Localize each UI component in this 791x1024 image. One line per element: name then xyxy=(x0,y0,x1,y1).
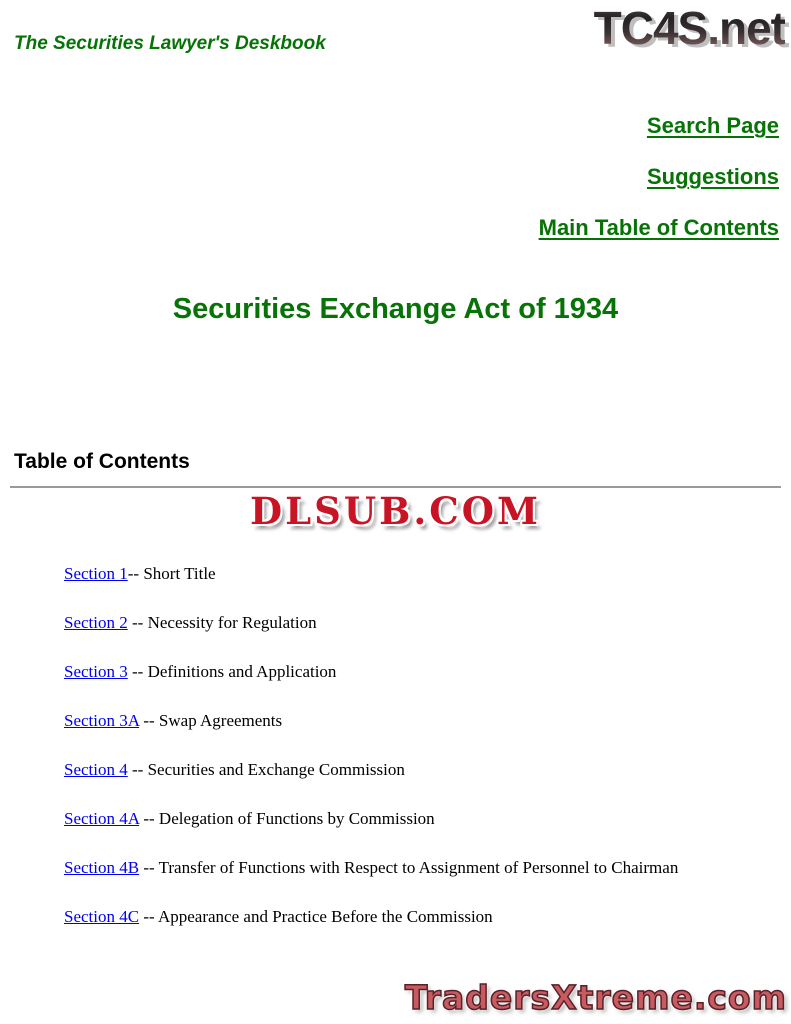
nav-link-main-table-of-contents[interactable]: Main Table of Contents xyxy=(538,215,779,240)
section-4-link[interactable]: Section 4 xyxy=(64,760,128,779)
section-4c-link[interactable]: Section 4C xyxy=(64,907,140,926)
section-3-title: -- Definitions and Application xyxy=(127,662,337,681)
section-3a-link[interactable]: Section 3A xyxy=(64,711,140,730)
toc-item xyxy=(64,711,781,760)
section-4a-link[interactable]: Section 4A xyxy=(64,809,140,828)
nav-link-suggestions[interactable]: Suggestions xyxy=(646,164,779,189)
toc-item xyxy=(64,760,781,809)
toc-heading: Table of Contents xyxy=(14,450,190,473)
toc-item xyxy=(64,613,781,662)
toc-item xyxy=(64,662,781,711)
section-3-link[interactable]: Section 3 xyxy=(64,662,128,681)
nav-link-search-page[interactable]: Search Page xyxy=(646,113,779,138)
section-1-link[interactable]: Section 1 xyxy=(64,564,128,583)
site-title: The Securities Lawyer's Deskbook xyxy=(14,33,326,54)
section-4b-title: -- Transfer of Functions with Respect to Assignment of Personnel to Chairman xyxy=(139,858,679,877)
section-2-title: -- Necessity for Regulation xyxy=(127,613,317,632)
section-4c-title: -- Appearance and Practice Before the Commission xyxy=(139,907,493,926)
section-1-title: -- Short Title xyxy=(127,564,216,583)
dlsub-banner[interactable]: DLSUB.COM xyxy=(250,489,541,533)
tc4s-logo[interactable]: TC4S.net xyxy=(593,2,785,54)
toc-item xyxy=(64,809,781,858)
toc-item xyxy=(64,907,781,956)
section-2-link[interactable]: Section 2 xyxy=(64,613,128,632)
top-nav xyxy=(539,113,779,266)
toc-item xyxy=(64,858,781,907)
divider xyxy=(10,486,781,488)
section-4b-link[interactable]: Section 4B xyxy=(64,858,140,877)
section-3a-title: -- Swap Agreements xyxy=(139,711,283,730)
section-4a-title: -- Delegation of Functions by Commission xyxy=(139,809,435,828)
toc-list xyxy=(64,564,781,956)
page-title: Securities Exchange Act of 1934 xyxy=(172,293,619,325)
tradersxtreme-banner[interactable]: TradersXtreme.com xyxy=(404,978,787,1017)
toc-item xyxy=(64,564,781,613)
section-4-title: -- Securities and Exchange Commission xyxy=(127,760,405,779)
